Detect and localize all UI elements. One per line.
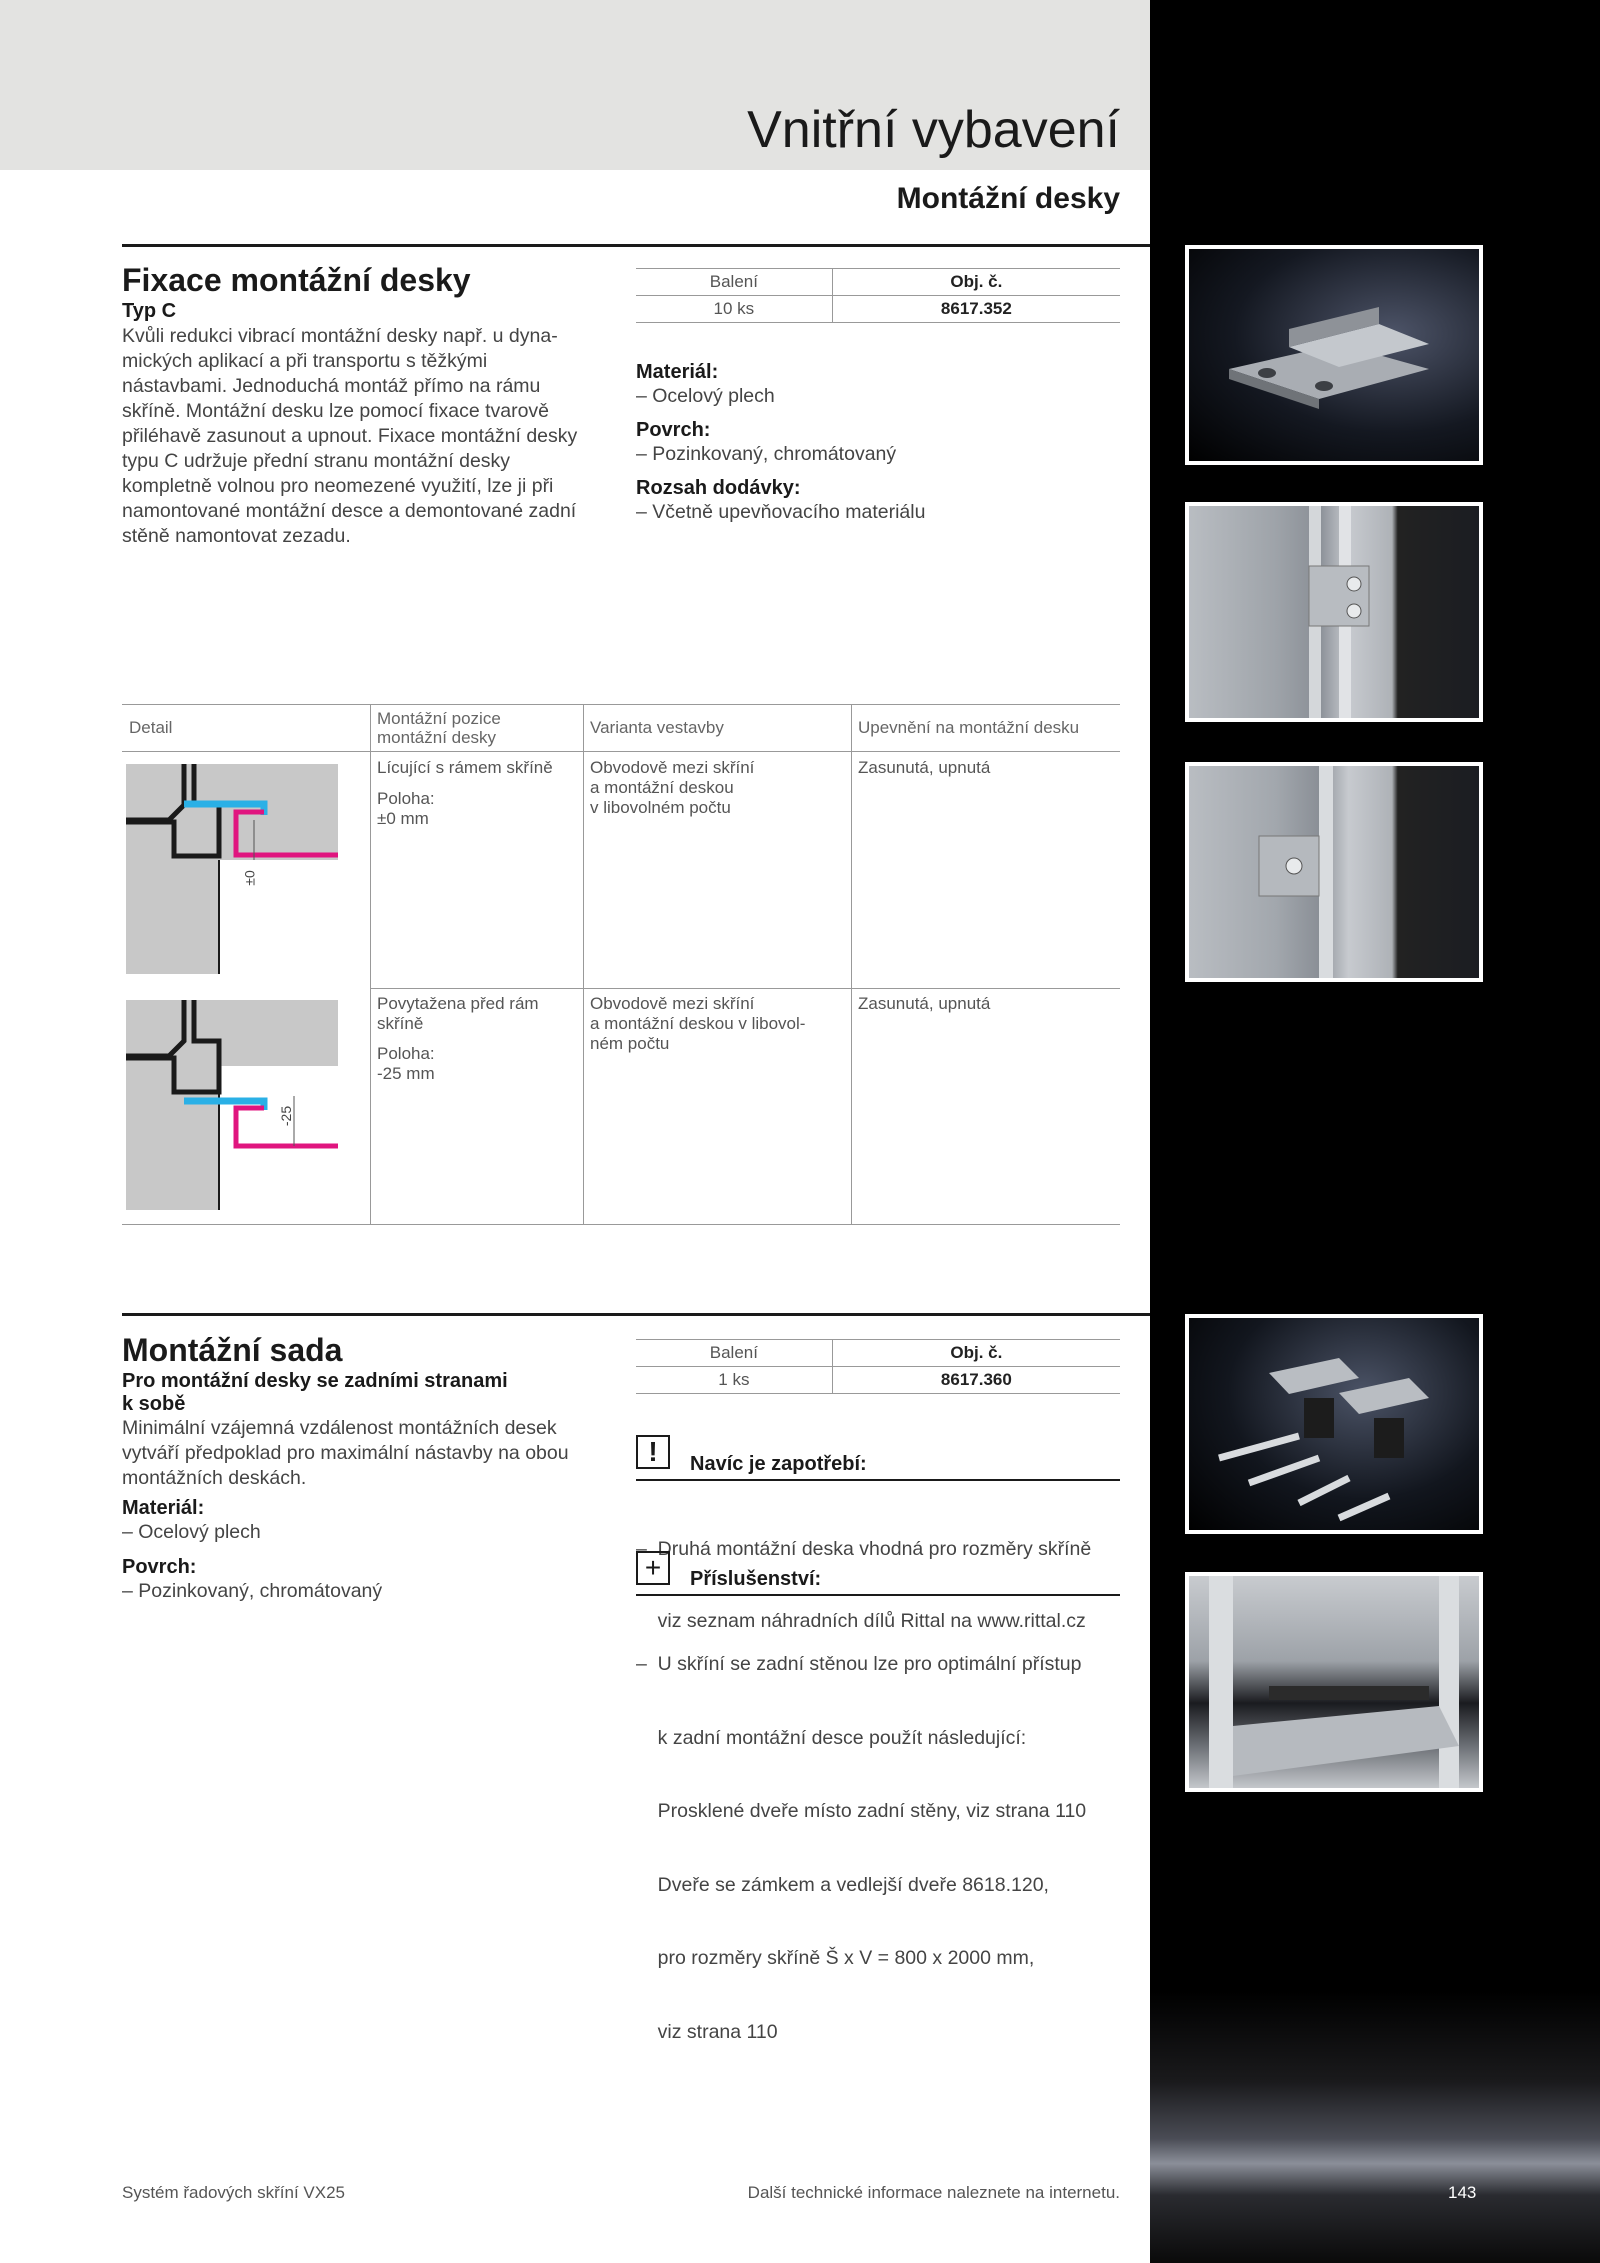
order2-number: 8617.360 [832,1367,1120,1394]
row1-variant: Obvodově mezi skříní a montážní deskou v libovolném počtu [590,758,755,817]
detail-table-top-line [122,704,1120,705]
row2-pos-label: Poloha: [377,1044,435,1063]
accessories-label: Příslušenství: [690,1568,822,1590]
page-subtitle: Montážní desky [896,182,1120,215]
page-number: 143 [1448,2183,1477,2202]
detail-drawing-2 [124,996,338,1217]
detail-table-col-line-3 [851,704,852,1224]
detail-table-col-line-1 [370,704,371,1224]
clip-illustration [1189,249,1479,461]
detail-table-row-line [370,988,1120,989]
plus-icon: + [636,1551,670,1585]
detail-drawing-1 [124,760,338,981]
row2-fixing: Zasunutá, upnutá [858,994,991,1013]
section1-scope-label: Rozsah dodávky: [636,477,801,499]
section1-title: Fixace montážní desky [122,262,471,298]
order-header-pack: Balení [636,269,832,296]
header-variant: Varianta vestavby [590,718,724,737]
drawing-offset [124,996,338,1212]
product-photo-clip [1185,245,1483,465]
section1-material-label: Materiál: [636,361,719,383]
cabinet-illustration [1189,1576,1479,1788]
footer-center: Další technické informace naleznete na internetu. [747,2183,1120,2202]
detail-table-header-line [122,751,1120,752]
page-title: Vnitřní vybavení [747,101,1120,159]
section1-surface: – Pozinkovaný, chromátovaný [636,443,897,465]
section1-type: Typ C [122,300,177,322]
section2-description: Minimální vzájemná vzdálenost montážních desek vytváří předpoklad pro maximální nástavby na obou montážních deskách. [122,1417,569,1489]
needed-rule [636,1479,1120,1481]
product-photo-frame-1 [1185,502,1483,722]
row2-position: Povytažena před rám skříně [377,994,539,1033]
section1-surface-label: Povrch: [636,419,711,441]
section2-title: Montážní sada [122,1332,343,1368]
header-fixing: Upevnění na montážní desku [858,718,1080,737]
section1-scope: – Včetně upevňovacího materiálu [636,501,926,523]
section1-material: – Ocelový plech [636,385,775,407]
frame-illustration-1 [1189,506,1479,718]
accessories-text: – U skříní se zadní stěnou lze pro optimální přístup k zadní montážní desce použít následující: Prosklené dveře místo zadní stěny, viz strana 110 Dveře se zámkem a vedlejší dveře 8618.120, pro rozměry skříně Š x V = 800 x 2000 mm, viz strana 110 [636,1653,1087,2043]
order-header-number: Obj. č. [832,269,1120,296]
product-photo-frame-2 [1185,762,1483,982]
detail-table-col-line-2 [583,704,584,1224]
detail-table-bottom-line [122,1224,1120,1225]
order2-pack: 1 ks [636,1367,832,1394]
section1-order-table [636,268,1120,323]
header-position: Montážní pozice montážní desky [377,709,501,747]
section1-description: Kvůli redukci vibrací montážní desky např. u dyna- mických aplikací a při transportu s těžkými nástavbami. Jednoduchá montáž přímo na rámu skříně. Montážní desku lze pomocí fixace tvarově přiléhavě zasunout a upnout. Fixace montážní desky typu C udržuje přední stranu montážní desky kompletně volnou pro neomezené využití, lze ji při namontované montážní desce a demontované zadní stěně namontovat zezadu. [122,325,578,547]
exclamation-icon: ! [636,1435,670,1469]
section1-rule [122,244,1150,247]
section2-surface-label: Povrch: [122,1556,197,1578]
section2-rule [122,1313,1150,1316]
section2-material: – Ocelový plech [122,1521,261,1543]
mounting-kit-illustration [1189,1318,1479,1530]
row1-fixing: Zasunutá, upnutá [858,758,991,777]
drawing-flush [124,760,338,976]
dim-label-1: ±0 [241,870,258,886]
section2-order-table [636,1339,1120,1394]
section2-surface: – Pozinkovaný, chromátovaný [122,1580,383,1602]
needed-text: – Druhá montážní deska vhodná pro rozměry skříně viz seznam náhradních dílů Rittal na www.rittal.cz [636,1538,1092,1632]
row1-pos-label: Poloha: [377,789,435,808]
row2-variant: Obvodově mezi skříní a montážní deskou v libovol- ném počtu [590,994,806,1053]
product-photo-cabinet [1185,1572,1483,1792]
header-detail: Detail [129,718,173,737]
section2-subtitle: Pro montážní desky se zadními stranami k sobě [122,1370,508,1415]
footer-left: Systém řadových skříní VX25 [122,2183,345,2202]
order-number: 8617.352 [832,296,1120,323]
section2-material-label: Materiál: [122,1497,205,1519]
order2-header-pack: Balení [636,1340,832,1367]
order2-header-number: Obj. č. [832,1340,1120,1367]
product-photo-mounting-kit [1185,1314,1483,1534]
dim-label-2: -25 [278,1105,295,1127]
order-pack: 10 ks [636,296,832,323]
frame-illustration-2 [1189,766,1479,978]
row2-pos-value: -25 mm [377,1064,435,1083]
needed-label: Navíc je zapotřebí: [690,1453,867,1475]
row1-pos-value: ±0 mm [377,809,429,828]
accessories-rule [636,1594,1120,1596]
row1-position: Lícující s rámem skříně [377,758,553,777]
